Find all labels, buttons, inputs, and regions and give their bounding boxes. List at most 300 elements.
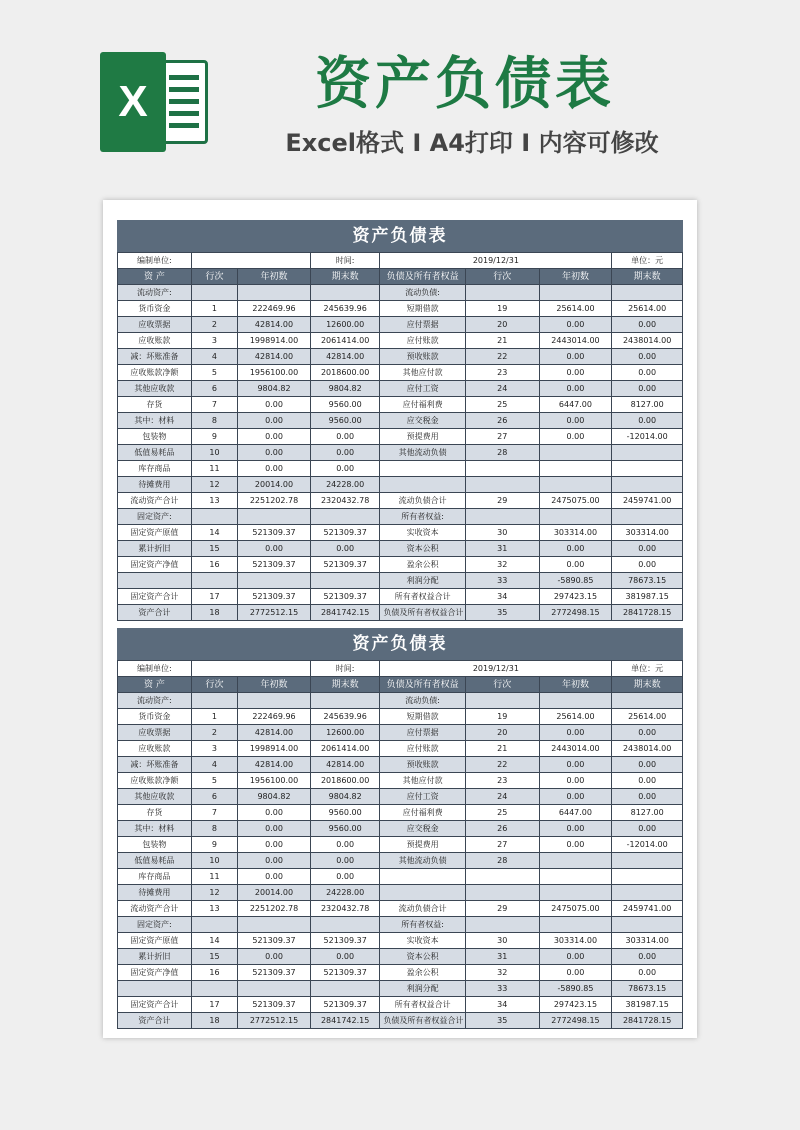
table-row bbox=[118, 1013, 683, 1029]
table-cell: 流动资产: bbox=[118, 693, 192, 709]
table-cell: 0.00 bbox=[612, 541, 683, 557]
table-cell: 521309.37 bbox=[238, 525, 311, 541]
table-cell: 9560.00 bbox=[310, 821, 380, 837]
table-cell: 0.00 bbox=[539, 349, 612, 365]
document-paper bbox=[103, 200, 697, 1038]
column-header: 年初数 bbox=[539, 269, 612, 285]
table-cell: 32 bbox=[465, 965, 539, 981]
table-cell: 33 bbox=[465, 981, 539, 997]
table-cell: 其他应收款 bbox=[118, 381, 192, 397]
table-cell: 22 bbox=[465, 757, 539, 773]
table-cell: 其他应收款 bbox=[118, 789, 192, 805]
table-cell: 资产合计 bbox=[118, 1013, 192, 1029]
table-cell: 2438014.00 bbox=[612, 741, 683, 757]
table-cell bbox=[191, 693, 237, 709]
table-cell: -5890.85 bbox=[539, 573, 612, 589]
table-cell: 0.00 bbox=[539, 381, 612, 397]
table-cell bbox=[539, 477, 612, 493]
table-cell: 应收账款净额 bbox=[118, 365, 192, 381]
table-cell: 23 bbox=[465, 773, 539, 789]
table-cell: 9804.82 bbox=[310, 381, 380, 397]
column-header: 年初数 bbox=[238, 677, 311, 693]
table-cell: 0.00 bbox=[612, 965, 683, 981]
sheet-title: 资产负债表 bbox=[117, 628, 683, 660]
table-row bbox=[118, 445, 683, 461]
table-cell: 9560.00 bbox=[310, 413, 380, 429]
table-cell: 9 bbox=[191, 837, 237, 853]
table-cell: 2772512.15 bbox=[238, 1013, 311, 1029]
table-cell: 存货 bbox=[118, 397, 192, 413]
unit-value-cell bbox=[191, 253, 310, 269]
table-cell: 11 bbox=[191, 869, 237, 885]
table-cell: 8127.00 bbox=[612, 397, 683, 413]
table-cell: 303314.00 bbox=[612, 525, 683, 541]
page-subtitle: Excel格式 I A4打印 I 内容可修改 bbox=[285, 129, 659, 157]
table-row bbox=[118, 933, 683, 949]
table-cell bbox=[191, 509, 237, 525]
table-cell: 0.00 bbox=[612, 349, 683, 365]
column-header: 行次 bbox=[191, 677, 237, 693]
table-cell: 1956100.00 bbox=[238, 365, 311, 381]
table-row bbox=[118, 541, 683, 557]
table-cell: 10 bbox=[191, 445, 237, 461]
page-title: 资产负债表 bbox=[315, 52, 615, 117]
table-cell: 短期借款 bbox=[380, 301, 465, 317]
table-cell: 42814.00 bbox=[238, 725, 311, 741]
table-cell bbox=[118, 981, 192, 997]
table-cell: 累计折旧 bbox=[118, 541, 192, 557]
table-cell: 25614.00 bbox=[539, 709, 612, 725]
table-cell: 521309.37 bbox=[310, 933, 380, 949]
column-header: 行次 bbox=[465, 269, 539, 285]
table-cell bbox=[539, 461, 612, 477]
table-cell: 0.00 bbox=[539, 365, 612, 381]
table-cell bbox=[465, 285, 539, 301]
table-row bbox=[118, 773, 683, 789]
table-cell: 利润分配 bbox=[380, 573, 465, 589]
table-cell: 35 bbox=[465, 1013, 539, 1029]
table-cell: 低值易耗品 bbox=[118, 853, 192, 869]
table-cell: 0.00 bbox=[612, 413, 683, 429]
table-cell: 2320432.78 bbox=[310, 901, 380, 917]
table-row bbox=[118, 557, 683, 573]
table-cell: 0.00 bbox=[310, 541, 380, 557]
table-cell: 待摊费用 bbox=[118, 477, 192, 493]
table-row bbox=[118, 589, 683, 605]
table-cell: 42814.00 bbox=[310, 349, 380, 365]
table-cell bbox=[465, 477, 539, 493]
table-cell: 应交税金 bbox=[380, 413, 465, 429]
table-cell: 6447.00 bbox=[539, 805, 612, 821]
table-cell: 35 bbox=[465, 605, 539, 621]
table-cell: 13 bbox=[191, 493, 237, 509]
table-cell bbox=[539, 885, 612, 901]
table-cell: 20 bbox=[465, 317, 539, 333]
table-cell: 2018600.00 bbox=[310, 773, 380, 789]
table-cell: 应收账款净额 bbox=[118, 773, 192, 789]
table-cell: 实收资本 bbox=[380, 933, 465, 949]
table-cell: 26 bbox=[465, 821, 539, 837]
column-header: 期末数 bbox=[310, 677, 380, 693]
table-cell: 9560.00 bbox=[310, 397, 380, 413]
table-cell: 26 bbox=[465, 413, 539, 429]
table-row bbox=[118, 741, 683, 757]
table-cell: 10 bbox=[191, 853, 237, 869]
table-cell: 预提费用 bbox=[380, 837, 465, 853]
table-cell: 6 bbox=[191, 789, 237, 805]
column-header: 期末数 bbox=[612, 269, 683, 285]
table-cell: 0.00 bbox=[539, 837, 612, 853]
table-cell: 盈余公积 bbox=[380, 557, 465, 573]
table-cell: 0.00 bbox=[238, 397, 311, 413]
table-cell: 16 bbox=[191, 557, 237, 573]
table-cell: 5 bbox=[191, 773, 237, 789]
table-cell: 12 bbox=[191, 885, 237, 901]
table-cell: 0.00 bbox=[539, 821, 612, 837]
table-cell: 0.00 bbox=[310, 853, 380, 869]
table-cell: 381987.15 bbox=[612, 589, 683, 605]
table-cell: 2061414.00 bbox=[310, 333, 380, 349]
table-cell: -5890.85 bbox=[539, 981, 612, 997]
table-cell: 297423.15 bbox=[539, 997, 612, 1013]
table-row bbox=[118, 693, 683, 709]
table-cell: 0.00 bbox=[238, 461, 311, 477]
table-cell: 其他流动负债 bbox=[380, 853, 465, 869]
unit-value-cell bbox=[191, 661, 310, 677]
table-cell: 应付福利费 bbox=[380, 397, 465, 413]
table-cell: 固定资产原值 bbox=[118, 933, 192, 949]
header-row bbox=[118, 269, 683, 285]
table-cell: 19 bbox=[465, 709, 539, 725]
table-cell: 0.00 bbox=[539, 965, 612, 981]
table-cell: 20014.00 bbox=[238, 477, 311, 493]
sheet-title: 资产负债表 bbox=[117, 220, 683, 252]
table-cell: 0.00 bbox=[539, 789, 612, 805]
table-cell: 流动资产合计 bbox=[118, 901, 192, 917]
table-row bbox=[118, 869, 683, 885]
table-cell: 应付工资 bbox=[380, 789, 465, 805]
table-cell: 0.00 bbox=[310, 869, 380, 885]
table-cell: 3 bbox=[191, 741, 237, 757]
table-cell: 2475075.00 bbox=[539, 901, 612, 917]
table-cell bbox=[539, 445, 612, 461]
table-cell: 29 bbox=[465, 901, 539, 917]
table-row bbox=[118, 493, 683, 509]
table-cell: 34 bbox=[465, 997, 539, 1013]
table-row bbox=[118, 317, 683, 333]
table-row bbox=[118, 509, 683, 525]
table-cell: 货币资金 bbox=[118, 709, 192, 725]
time-label: 时间: bbox=[310, 253, 380, 269]
table-cell: 流动资产: bbox=[118, 285, 192, 301]
table-cell: 222469.96 bbox=[238, 709, 311, 725]
table-cell: 2443014.00 bbox=[539, 741, 612, 757]
table-cell: 其中：材料 bbox=[118, 821, 192, 837]
table-cell: 20 bbox=[465, 725, 539, 741]
table-cell: 245639.96 bbox=[310, 301, 380, 317]
table-row bbox=[118, 301, 683, 317]
table-cell: 应付福利费 bbox=[380, 805, 465, 821]
table-cell: 预提费用 bbox=[380, 429, 465, 445]
table-cell bbox=[539, 869, 612, 885]
table-cell: 1 bbox=[191, 709, 237, 725]
table-cell: 0.00 bbox=[612, 773, 683, 789]
table-cell: 0.00 bbox=[612, 725, 683, 741]
table-cell bbox=[238, 573, 311, 589]
table-cell: 521309.37 bbox=[238, 589, 311, 605]
table-cell: 521309.37 bbox=[238, 933, 311, 949]
table-cell: 31 bbox=[465, 949, 539, 965]
table-cell: 应付票据 bbox=[380, 725, 465, 741]
balance-sheet-2 bbox=[117, 628, 683, 1029]
table-cell: 库存商品 bbox=[118, 461, 192, 477]
table-cell: 521309.37 bbox=[310, 965, 380, 981]
table-row bbox=[118, 525, 683, 541]
table-cell: 2251202.78 bbox=[238, 493, 311, 509]
table-cell: 1 bbox=[191, 301, 237, 317]
table-cell: 0.00 bbox=[612, 365, 683, 381]
table-cell bbox=[612, 285, 683, 301]
table-cell: 0.00 bbox=[539, 757, 612, 773]
table-cell: 低值易耗品 bbox=[118, 445, 192, 461]
table-cell: 8 bbox=[191, 413, 237, 429]
table-cell: 27 bbox=[465, 429, 539, 445]
table-cell: 预收账款 bbox=[380, 757, 465, 773]
table-cell: 盈余公积 bbox=[380, 965, 465, 981]
balance-sheet-1 bbox=[117, 220, 683, 621]
logo-letter: X bbox=[118, 77, 148, 126]
table-cell: 包装物 bbox=[118, 837, 192, 853]
table-cell: 0.00 bbox=[310, 949, 380, 965]
table-cell: 30 bbox=[465, 933, 539, 949]
table-cell: 2018600.00 bbox=[310, 365, 380, 381]
table-cell bbox=[380, 461, 465, 477]
table-cell: 0.00 bbox=[612, 317, 683, 333]
table-cell: 货币资金 bbox=[118, 301, 192, 317]
table-cell: 13 bbox=[191, 901, 237, 917]
table-cell: 25 bbox=[465, 397, 539, 413]
table-cell bbox=[539, 917, 612, 933]
table-cell bbox=[465, 461, 539, 477]
table-cell: 12 bbox=[191, 477, 237, 493]
table-row bbox=[118, 853, 683, 869]
table-cell: 0.00 bbox=[238, 853, 311, 869]
table-cell: 34 bbox=[465, 589, 539, 605]
table-cell: 31 bbox=[465, 541, 539, 557]
table-cell: 0.00 bbox=[238, 541, 311, 557]
table-cell bbox=[310, 509, 380, 525]
table-cell bbox=[380, 885, 465, 901]
table-row bbox=[118, 709, 683, 725]
table-cell: 固定资产: bbox=[118, 509, 192, 525]
table-cell bbox=[465, 693, 539, 709]
column-header: 期末数 bbox=[612, 677, 683, 693]
table-cell bbox=[238, 509, 311, 525]
table-cell: 17 bbox=[191, 997, 237, 1013]
unit-label: 编制单位: bbox=[118, 661, 192, 677]
table-cell: 0.00 bbox=[539, 429, 612, 445]
table-cell: 21 bbox=[465, 333, 539, 349]
column-header: 负债及所有者权益 bbox=[380, 269, 465, 285]
table-cell: 所有者权益合计 bbox=[380, 997, 465, 1013]
table-row bbox=[118, 885, 683, 901]
currency-label: 单位：元 bbox=[612, 661, 683, 677]
table-row bbox=[118, 429, 683, 445]
table-cell: 42814.00 bbox=[238, 349, 311, 365]
table-cell: 24228.00 bbox=[310, 477, 380, 493]
table-cell bbox=[310, 981, 380, 997]
table-cell: 29 bbox=[465, 493, 539, 509]
table-cell: 521309.37 bbox=[310, 525, 380, 541]
table-row bbox=[118, 413, 683, 429]
table-cell: 0.00 bbox=[539, 949, 612, 965]
table-cell bbox=[191, 981, 237, 997]
table-cell bbox=[612, 853, 683, 869]
balance-sheet-table bbox=[117, 252, 683, 621]
table-cell: 42814.00 bbox=[238, 757, 311, 773]
table-cell: 0.00 bbox=[539, 413, 612, 429]
table-cell: 1956100.00 bbox=[238, 773, 311, 789]
table-cell: 521309.37 bbox=[310, 557, 380, 573]
table-cell bbox=[612, 869, 683, 885]
table-cell: 25614.00 bbox=[539, 301, 612, 317]
column-header: 资 产 bbox=[118, 677, 192, 693]
table-cell: 9560.00 bbox=[310, 805, 380, 821]
report-date: 2019/12/31 bbox=[380, 253, 612, 269]
table-cell: 17 bbox=[191, 589, 237, 605]
table-cell: 521309.37 bbox=[238, 997, 311, 1013]
table-cell: 0.00 bbox=[612, 381, 683, 397]
table-cell: 303314.00 bbox=[539, 933, 612, 949]
table-cell: 297423.15 bbox=[539, 589, 612, 605]
table-cell: 2772498.15 bbox=[539, 1013, 612, 1029]
table-cell: 2841728.15 bbox=[612, 605, 683, 621]
column-header: 行次 bbox=[191, 269, 237, 285]
table-cell: 资产合计 bbox=[118, 605, 192, 621]
table-cell: 2459741.00 bbox=[612, 901, 683, 917]
table-cell: 2772512.15 bbox=[238, 605, 311, 621]
table-cell: 19 bbox=[465, 301, 539, 317]
table-cell: 实收资本 bbox=[380, 525, 465, 541]
table-row bbox=[118, 837, 683, 853]
table-cell: 25 bbox=[465, 805, 539, 821]
table-cell: 9804.82 bbox=[238, 789, 311, 805]
table-row bbox=[118, 477, 683, 493]
table-cell: 流动资产合计 bbox=[118, 493, 192, 509]
table-row bbox=[118, 757, 683, 773]
table-cell: 2443014.00 bbox=[539, 333, 612, 349]
table-cell: 0.00 bbox=[539, 725, 612, 741]
table-cell: 0.00 bbox=[310, 837, 380, 853]
table-row bbox=[118, 789, 683, 805]
table-cell: 其他流动负债 bbox=[380, 445, 465, 461]
table-cell: 减：坏账准备 bbox=[118, 349, 192, 365]
table-cell: 库存商品 bbox=[118, 869, 192, 885]
table-cell: 1998914.00 bbox=[238, 333, 311, 349]
excel-x-badge bbox=[100, 52, 166, 152]
table-cell: 流动负债: bbox=[380, 285, 465, 301]
table-cell: 4 bbox=[191, 349, 237, 365]
table-cell: 9804.82 bbox=[238, 381, 311, 397]
time-label: 时间: bbox=[310, 661, 380, 677]
table-cell: 42814.00 bbox=[310, 757, 380, 773]
table-cell: 0.00 bbox=[238, 445, 311, 461]
table-cell: 累计折旧 bbox=[118, 949, 192, 965]
column-header: 行次 bbox=[465, 677, 539, 693]
info-row bbox=[118, 253, 683, 269]
table-cell: 其他应付款 bbox=[380, 365, 465, 381]
table-cell: 固定资产合计 bbox=[118, 589, 192, 605]
table-cell: 流动负债: bbox=[380, 693, 465, 709]
table-cell bbox=[612, 693, 683, 709]
table-cell: 利润分配 bbox=[380, 981, 465, 997]
table-row bbox=[118, 349, 683, 365]
table-cell: 27 bbox=[465, 837, 539, 853]
column-header: 负债及所有者权益 bbox=[380, 677, 465, 693]
column-header: 年初数 bbox=[238, 269, 311, 285]
table-cell: 2061414.00 bbox=[310, 741, 380, 757]
table-cell: 预收账款 bbox=[380, 349, 465, 365]
table-cell: 25614.00 bbox=[612, 709, 683, 725]
report-date: 2019/12/31 bbox=[380, 661, 612, 677]
table-cell bbox=[380, 477, 465, 493]
table-cell: 0.00 bbox=[238, 805, 311, 821]
excel-logo-icon bbox=[100, 52, 212, 152]
table-cell: 12600.00 bbox=[310, 317, 380, 333]
table-cell: 2475075.00 bbox=[539, 493, 612, 509]
table-cell bbox=[612, 509, 683, 525]
table-cell: 78673.15 bbox=[612, 981, 683, 997]
table-cell: 381987.15 bbox=[612, 997, 683, 1013]
table-cell: 0.00 bbox=[238, 837, 311, 853]
table-cell: 减：坏账准备 bbox=[118, 757, 192, 773]
table-cell: 521309.37 bbox=[238, 557, 311, 573]
table-cell: 24 bbox=[465, 789, 539, 805]
table-cell: 16 bbox=[191, 965, 237, 981]
table-row bbox=[118, 365, 683, 381]
table-cell bbox=[310, 573, 380, 589]
table-row bbox=[118, 333, 683, 349]
table-cell: 应付工资 bbox=[380, 381, 465, 397]
table-cell bbox=[238, 917, 311, 933]
table-cell: 所有者权益: bbox=[380, 509, 465, 525]
table-cell: 0.00 bbox=[238, 413, 311, 429]
table-cell: 应付账款 bbox=[380, 741, 465, 757]
table-cell: 521309.37 bbox=[310, 997, 380, 1013]
table-cell bbox=[539, 285, 612, 301]
table-cell bbox=[612, 461, 683, 477]
table-cell: 固定资产: bbox=[118, 917, 192, 933]
table-cell: 2772498.15 bbox=[539, 605, 612, 621]
table-cell: 0.00 bbox=[238, 869, 311, 885]
table-cell: 其中：材料 bbox=[118, 413, 192, 429]
table-cell bbox=[612, 445, 683, 461]
table-row bbox=[118, 965, 683, 981]
table-row bbox=[118, 821, 683, 837]
table-row bbox=[118, 917, 683, 933]
table-cell: 应付票据 bbox=[380, 317, 465, 333]
table-cell bbox=[539, 853, 612, 869]
table-cell: 8127.00 bbox=[612, 805, 683, 821]
table-row bbox=[118, 997, 683, 1013]
table-row bbox=[118, 381, 683, 397]
table-cell: 所有者权益: bbox=[380, 917, 465, 933]
table-cell: 应交税金 bbox=[380, 821, 465, 837]
table-cell: 5 bbox=[191, 365, 237, 381]
table-cell: 15 bbox=[191, 541, 237, 557]
table-cell: 2841742.15 bbox=[310, 1013, 380, 1029]
table-cell: 2251202.78 bbox=[238, 901, 311, 917]
